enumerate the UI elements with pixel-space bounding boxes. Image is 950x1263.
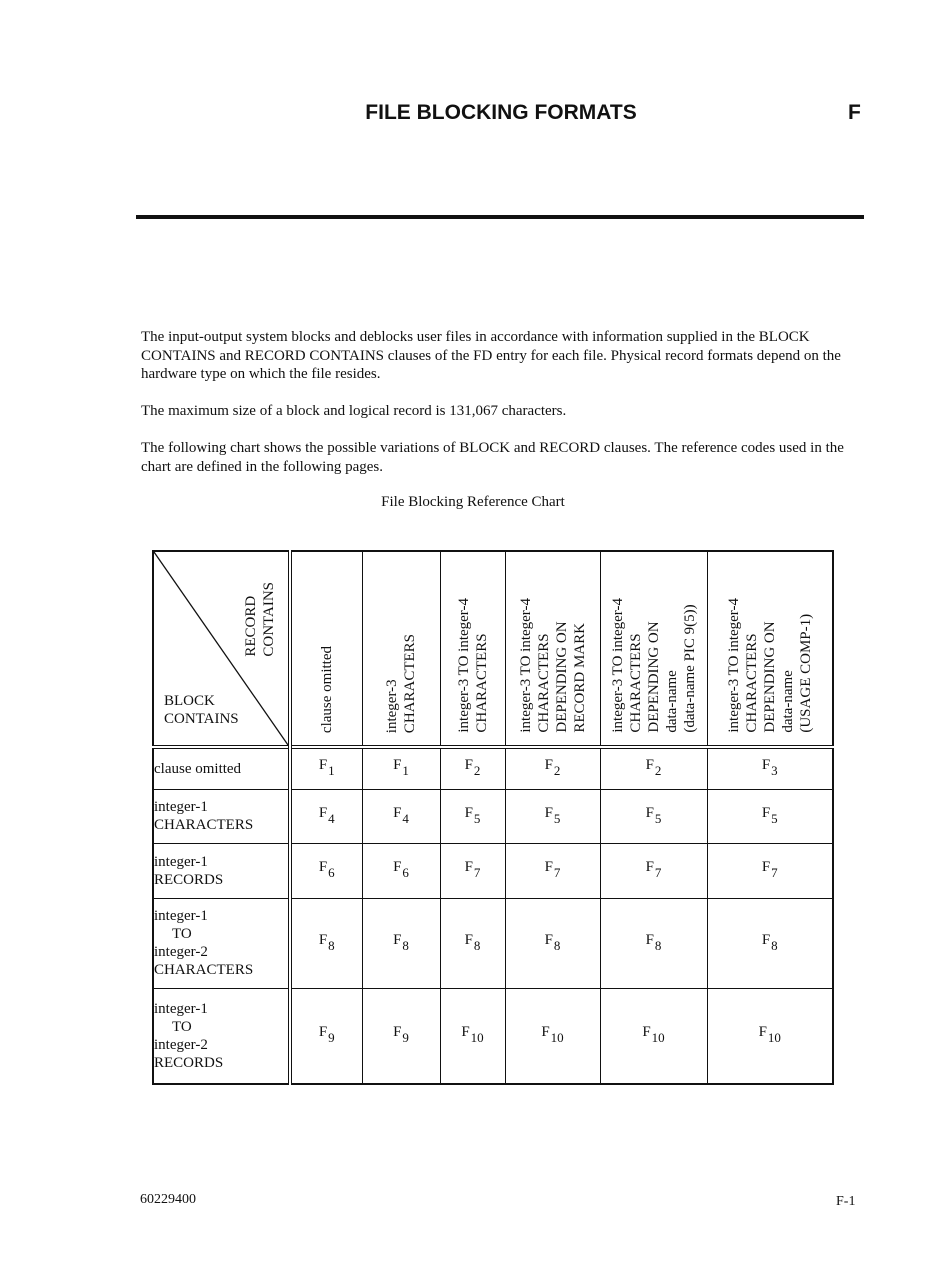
code-prefix: F [761, 931, 771, 948]
code-prefix: F [761, 804, 771, 821]
reference-code-cell [362, 898, 440, 988]
row-label [153, 843, 290, 898]
reference-code-cell [290, 843, 362, 898]
reference-code [393, 757, 409, 779]
code-prefix: F [318, 931, 328, 948]
column-header-line: data-name [663, 670, 680, 733]
column-header-line: CHARACTERS [535, 633, 552, 733]
row-label-line: clause omitted [154, 760, 242, 777]
row-label-line: TO [172, 1018, 192, 1035]
code-subscript: 8 [553, 937, 561, 953]
column-header-line: integer-3 TO integer-4 [455, 598, 472, 733]
reference-code-cell [290, 747, 362, 789]
reference-code-cell [362, 747, 440, 789]
row-label-line: integer-2 [154, 1036, 208, 1053]
code-subscript: 7 [771, 865, 778, 880]
reference-code-cell [707, 988, 833, 1084]
code-prefix: F [758, 1024, 767, 1041]
reference-code [645, 757, 662, 779]
row-label-line: CHARACTERS [154, 962, 254, 978]
code-subscript: 10 [651, 1030, 665, 1046]
code-subscript: 7 [473, 865, 481, 880]
code-subscript: 9 [402, 1030, 409, 1046]
column-header-record-mark [505, 551, 600, 747]
chart-intro-paragraph: The following chart shows the possible variations of BLOCK and RECORD clauses. The reference codes used in the chart are defined in the following pages. [141, 440, 844, 475]
corner-record-contains [242, 582, 278, 657]
code-subscript: 5 [771, 810, 778, 826]
code-subscript: 9 [328, 1030, 335, 1046]
code-prefix: F [645, 859, 654, 875]
code-prefix: F [544, 859, 553, 875]
code-prefix: F [318, 1024, 328, 1041]
reference-code [318, 1024, 335, 1046]
reference-code [544, 757, 561, 779]
chart-row [153, 988, 833, 1084]
column-header-integer-3-characters [362, 551, 440, 747]
reference-code [393, 859, 409, 880]
column-header-line: DEPENDING ON [761, 621, 778, 733]
reference-code [758, 1024, 781, 1046]
chart-header-row [153, 551, 833, 747]
reference-code [761, 859, 778, 880]
code-prefix: F [393, 1024, 402, 1041]
reference-code-cell [505, 988, 600, 1084]
appendix-letter: F [848, 101, 861, 124]
code-subscript: 4 [402, 810, 409, 826]
reference-code [761, 804, 778, 826]
column-header-line: CHARACTERS [473, 633, 490, 733]
code-prefix: F [318, 859, 328, 875]
column-header-line: (USAGE COMP-1) [797, 614, 814, 733]
column-header-clause-omitted [290, 551, 362, 747]
reference-code-cell [707, 898, 833, 988]
corner-block-contains [164, 692, 239, 728]
reference-code [645, 931, 662, 953]
reference-code [464, 804, 481, 826]
code-subscript: 2 [473, 763, 481, 779]
code-subscript: 8 [328, 937, 335, 953]
column-header-line: CHARACTERS [402, 633, 418, 733]
code-subscript: 2 [553, 763, 561, 779]
column-header-text [517, 586, 589, 745]
max-size-paragraph: The maximum size of a block and logical record is 131,067 characters. [141, 403, 567, 419]
chart-row [153, 747, 833, 789]
column-header-range-characters [440, 551, 505, 747]
intro-paragraph: The input-output system blocks and deblocks user files in accordance with information supplied in the BLOCK CONTAINS and RECORD CONTAINS clauses of the FD entry for each file. Physical record formats depend on the hardware type on which the file resides. [141, 329, 841, 382]
reference-code [544, 804, 561, 826]
reference-code-cell [362, 843, 440, 898]
reference-code [393, 804, 409, 826]
code-prefix: F [393, 931, 402, 948]
reference-code [318, 931, 335, 953]
code-prefix: F [393, 859, 402, 875]
code-prefix: F [393, 804, 402, 821]
reference-code-cell [362, 789, 440, 843]
code-prefix: F [461, 1024, 470, 1041]
corner-block-line-1: BLOCK [164, 693, 215, 709]
code-subscript: 10 [470, 1030, 484, 1046]
code-subscript: 8 [402, 937, 409, 953]
reference-code-cell [290, 789, 362, 843]
code-subscript: 5 [654, 810, 662, 826]
row-label-line: TO [172, 926, 192, 942]
code-subscript: 5 [473, 810, 481, 826]
code-prefix: F [464, 804, 473, 821]
reference-code [645, 859, 662, 880]
column-header-line: CHARACTERS [627, 633, 644, 733]
column-header-line: DEPENDING ON [645, 621, 662, 733]
row-label-line: integer-1 [154, 853, 208, 870]
column-header-line: (data-name PIC 9(5)) [681, 604, 698, 733]
header-rule [136, 215, 864, 219]
code-subscript: 4 [328, 810, 335, 826]
code-prefix: F [544, 931, 553, 948]
column-header-line: RECORD MARK [571, 623, 588, 733]
code-prefix: F [464, 859, 473, 875]
code-prefix: F [464, 931, 473, 948]
reference-code [761, 757, 778, 779]
code-subscript: 8 [473, 937, 481, 953]
reference-code [544, 931, 561, 953]
reference-code [464, 931, 481, 953]
reference-code-cell [440, 747, 505, 789]
row-label [153, 988, 290, 1084]
reference-code-cell [600, 747, 707, 789]
code-subscript: 8 [654, 937, 662, 953]
code-subscript: 7 [654, 865, 662, 880]
corner-record-line-1: RECORD [243, 595, 259, 657]
column-header-line: clause omitted [318, 645, 335, 733]
column-header-line: CHARACTERS [743, 633, 760, 733]
file-blocking-reference-chart [152, 550, 834, 1085]
page-title: FILE BLOCKING FORMATS [365, 101, 637, 124]
row-label-line: integer-2 [154, 944, 208, 960]
reference-code [461, 1024, 484, 1046]
reference-code-cell [362, 988, 440, 1084]
code-prefix: F [761, 757, 771, 774]
reference-code [464, 757, 481, 779]
column-header-text [318, 634, 336, 745]
column-header-text [383, 622, 419, 745]
reference-code-cell [440, 789, 505, 843]
column-header-text [609, 586, 699, 745]
reference-code-cell [505, 898, 600, 988]
row-label [153, 747, 290, 789]
reference-code [541, 1024, 564, 1046]
reference-code [464, 859, 481, 880]
code-prefix: F [544, 804, 553, 821]
code-subscript: 1 [402, 763, 409, 779]
row-label-line: integer-1 [154, 1000, 208, 1017]
column-header-data-name-comp [707, 551, 833, 747]
code-prefix: F [645, 931, 654, 948]
code-prefix: F [318, 757, 328, 774]
code-prefix: F [464, 757, 473, 774]
column-header-line: integer-3 TO integer-4 [609, 598, 626, 733]
reference-code-cell [440, 843, 505, 898]
reference-code-cell [440, 898, 505, 988]
code-subscript: 2 [654, 763, 662, 779]
row-label-line: integer-1 [154, 799, 208, 815]
page-number: F-1 [836, 1194, 856, 1209]
column-header-data-name-pic [600, 551, 707, 747]
corner-record-line-2: CONTAINS [261, 582, 277, 657]
code-prefix: F [541, 1024, 550, 1041]
reference-code-cell [600, 789, 707, 843]
reference-code-cell [440, 988, 505, 1084]
row-label [153, 789, 290, 843]
column-header-line: DEPENDING ON [553, 621, 570, 733]
reference-code-cell [707, 843, 833, 898]
column-header-line: integer-3 [384, 679, 400, 733]
reference-code [393, 1024, 409, 1046]
code-subscript: 8 [771, 937, 778, 953]
document-number: 60229400 [140, 1192, 196, 1207]
column-header-text [725, 586, 815, 745]
code-prefix: F [761, 859, 771, 875]
row-label-line: RECORDS [154, 871, 224, 888]
reference-code [393, 931, 409, 953]
code-subscript: 3 [771, 763, 778, 779]
corner-block-line-2: CONTAINS [164, 711, 239, 727]
chart-row [153, 898, 833, 988]
reference-code [318, 804, 335, 826]
row-label-line: CHARACTERS [154, 817, 254, 833]
reference-code-cell [707, 789, 833, 843]
reference-code-cell [600, 898, 707, 988]
reference-code-cell [505, 747, 600, 789]
reference-code [761, 931, 778, 953]
code-prefix: F [544, 757, 553, 774]
chart-row [153, 789, 833, 843]
code-subscript: 1 [328, 763, 335, 779]
code-subscript: 6 [402, 865, 409, 880]
reference-code-cell [290, 898, 362, 988]
code-subscript: 6 [328, 865, 335, 880]
code-subscript: 10 [550, 1030, 564, 1046]
column-header-line: integer-3 TO integer-4 [517, 598, 534, 733]
code-prefix: F [642, 1024, 651, 1041]
reference-code-cell [290, 988, 362, 1084]
code-subscript: 5 [553, 810, 561, 826]
reference-code-cell [600, 988, 707, 1084]
reference-code-cell [505, 789, 600, 843]
chart-row [153, 843, 833, 898]
code-prefix: F [393, 757, 402, 774]
code-prefix: F [318, 804, 328, 821]
reference-code-cell [600, 843, 707, 898]
column-header-line: data-name [779, 670, 796, 733]
code-prefix: F [645, 757, 654, 774]
row-label [153, 898, 290, 988]
code-subscript: 10 [767, 1030, 781, 1046]
chart-corner-cell [153, 551, 290, 747]
reference-code [544, 859, 561, 880]
reference-code [645, 804, 662, 826]
reference-code [318, 859, 335, 880]
reference-code [642, 1024, 665, 1046]
reference-code-cell [505, 843, 600, 898]
column-header-text [455, 586, 491, 745]
reference-code-cell [707, 747, 833, 789]
reference-code [318, 757, 335, 779]
row-label-line: integer-1 [154, 908, 208, 924]
code-subscript: 7 [553, 865, 561, 880]
code-prefix: F [645, 804, 654, 821]
row-label-line: RECORDS [154, 1054, 224, 1071]
column-header-line: integer-3 TO integer-4 [725, 598, 742, 733]
chart-caption: File Blocking Reference Chart [381, 494, 565, 510]
